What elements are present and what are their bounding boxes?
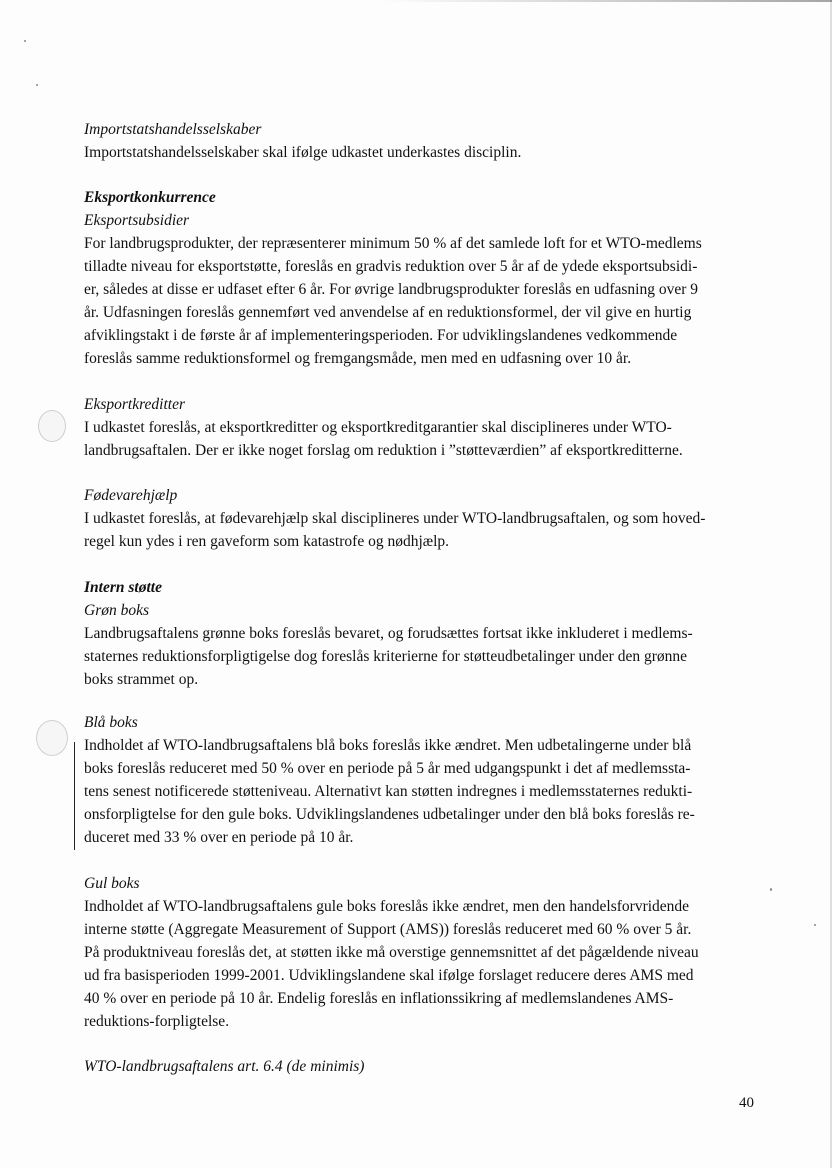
- scan-speck: [814, 924, 816, 926]
- section-intern-stoette: [84, 576, 764, 691]
- scan-speck: [770, 888, 772, 891]
- paragraph-line: På produktniveau foreslås det, at støtten ikke må overstige gennemsnittet af det pågældende niveau: [84, 944, 699, 961]
- paragraph-line: staternes reduktionsforpligtigelse dog foreslås kriterierne for støtteudbetalinger under den grønne: [84, 648, 688, 665]
- paragraph-line: duceret med 33 % over en periode på 10 år.: [84, 829, 354, 846]
- paragraph-line: regel kun ydes i ren gaveform som katastrofe og nødhjælp.: [84, 533, 450, 550]
- paragraph-line: I udkastet foreslås, at fødevarehjælp skal disciplineres under WTO-landbrugsaftalen, og som hoved-: [84, 510, 706, 527]
- scan-edge-shadow: [380, 0, 832, 2]
- paragraph-line: er, således at disse er udfaset efter 6 år. For øvrige landbrugsprodukter foreslås en udfasning over 9: [84, 281, 699, 298]
- subheading: WTO-landbrugsaftalens art. 6.4 (de minimis): [84, 1058, 365, 1075]
- section-de-minimis: [84, 1055, 764, 1078]
- subheading: Fødevarehjælp: [84, 487, 178, 504]
- subheading: Grøn boks: [84, 602, 150, 619]
- section-gul-boks: [84, 872, 764, 1033]
- paragraph-line: onsforpligtelse for den gule boks. Udviklingslandenes udbetalinger under den blå boks foreslås re-: [84, 806, 695, 823]
- section-eksportkreditter: [84, 393, 764, 462]
- subheading: Importstatshandelsselskaber: [84, 121, 262, 138]
- subheading: Gul boks: [84, 875, 140, 892]
- paragraph-line: Landbrugsaftalens grønne boks foreslås bevaret, og forudsættes fortsat ikke inkluderet i medlems-: [84, 625, 693, 642]
- paragraph-line: landbrugsaftalen. Der er ikke noget forslag om reduktion i ”støtteværdien” af eksportkreditterne.: [84, 442, 683, 459]
- paragraph-line: ud fra basisperioden 1999-2001. Udviklingslandene skal ifølge forslaget reducere deres AMS med: [84, 967, 694, 984]
- section-heading: Intern støtte: [84, 579, 162, 596]
- paragraph-line: Importstatshandelsselskaber skal ifølge udkastet underkastes disciplin.: [84, 144, 522, 161]
- section-importstatshandel: [84, 118, 764, 164]
- subheading: Eksportsubsidier: [84, 212, 190, 229]
- subheading: Blå boks: [84, 714, 138, 731]
- paragraph-line: tilladte niveau for eksportstøtte, foreslås en gradvis reduktion over 5 år af de ydede eksportsubsidi-: [84, 258, 698, 275]
- scan-speck: [24, 40, 26, 42]
- paragraph-line: I udkastet foreslås, at eksportkreditter og eksportkreditgarantier skal disciplineres under WTO-: [84, 419, 672, 436]
- section-heading: Eksportkonkurrence: [84, 189, 216, 206]
- punch-hole: [36, 720, 68, 756]
- paragraph-line: For landbrugsprodukter, der repræsenterer minimum 50 % af det samlede loft for et WTO-medlems: [84, 235, 702, 252]
- paragraph-line: 40 % over en periode på 10 år. Endelig foreslås en inflationssikring af medlemslandenes AMS-: [84, 990, 674, 1007]
- margin-change-bar: [74, 742, 75, 850]
- section-foedevarehjaelp: [84, 484, 764, 553]
- paragraph-line: boks strammet op.: [84, 671, 199, 688]
- paragraph-line: foreslås samme reduktionsformel og fremgangsmåde, men med en udfasning over 10 år.: [84, 350, 632, 367]
- paragraph-line: Indholdet af WTO-landbrugsaftalens blå boks foreslås ikke ændret. Men udbetalingerne under blå: [84, 737, 692, 754]
- punch-hole: [38, 410, 66, 442]
- paragraph-line: boks foreslås reduceret med 50 % over en periode på 5 år med udgangspunkt i det af medlemssta-: [84, 760, 691, 777]
- paragraph-line: reduktions-forpligtelse.: [84, 1013, 230, 1030]
- page-number: 40: [739, 1095, 754, 1111]
- paragraph-line: tens senest notificerede støtteniveau. Alternativt kan støtten indregnes i medlemsstaternes redukti-: [84, 783, 693, 800]
- subheading: Eksportkreditter: [84, 396, 186, 413]
- paragraph-line: afviklingstakt i de første år af implementeringsperioden. For udviklingslandenes vedkommende: [84, 327, 678, 344]
- paragraph-line: Indholdet af WTO-landbrugsaftalens gule boks foreslås ikke ændret, men den handelsforvridende: [84, 898, 690, 915]
- paragraph-line: år. Udfasningen foreslås gennemført ved anvendelse af en reduktionsformel, der vil give en hurtig: [84, 304, 692, 321]
- scan-speck: [36, 84, 38, 86]
- section-eksportkonkurrence: [84, 186, 764, 370]
- section-blaa-boks: [84, 711, 764, 849]
- paragraph-line: interne støtte (Aggregate Measurement of Support (AMS)) foreslås reduceret med 60 % over 5 år.: [84, 921, 692, 938]
